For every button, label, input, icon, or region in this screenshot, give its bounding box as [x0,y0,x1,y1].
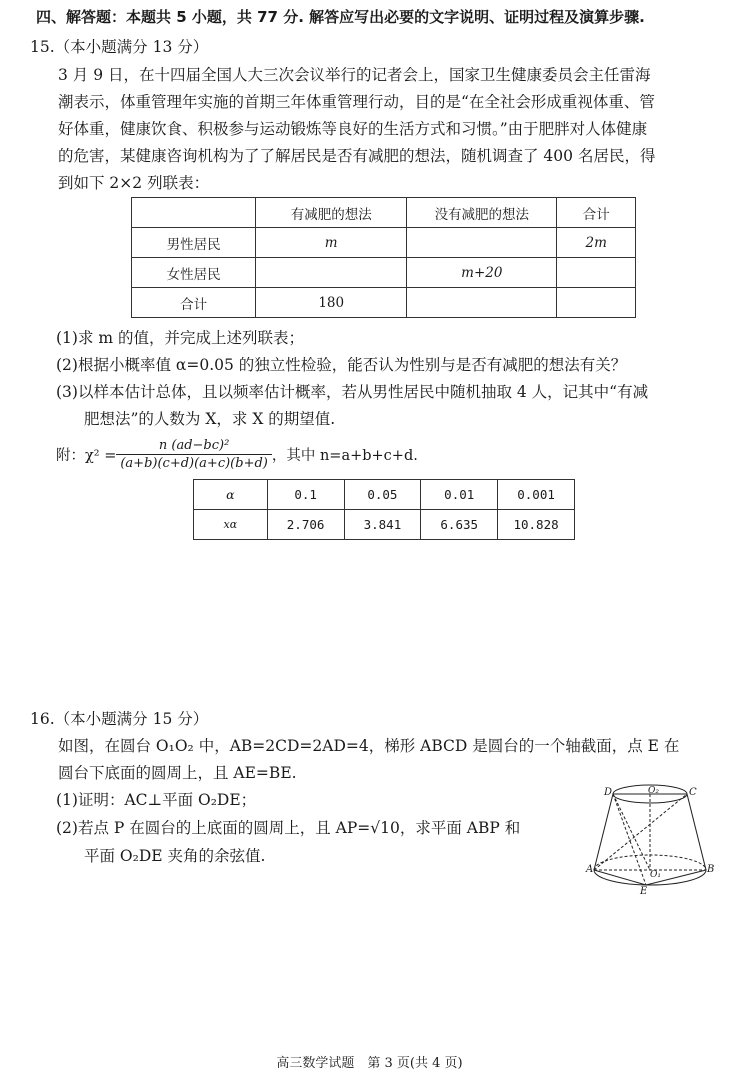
table-row [132,228,636,258]
table-cell: 合计 [132,288,256,318]
table-cell [557,258,636,288]
label-A: A [586,864,594,875]
formula-fraction [116,438,272,471]
table-header-cell: 没有减肥的想法 [407,198,557,228]
q15-line: 潮表示，体重管理年实施的首期三年体重管理行动，目的是“在全社会形成重视体重、管 [58,93,655,111]
table-cell: 男性居民 [132,228,256,258]
table-cell: xα [194,510,268,540]
table-header-cell: 有减肥的想法 [256,198,407,228]
q15-line: 的危害，某健康咨询机构为了了解居民是否有减肥的想法，随机调查了 400 名居民，得 [58,147,656,165]
table-cell [557,288,636,318]
table-cell: m [256,228,407,258]
q15-part-2: (2)根据小概率值 α=0.05 的独立性检验，能否认为性别与是否有减肥的想法有关？ [56,356,627,374]
table-header-cell: 合计 [557,198,636,228]
table-cell: 10.828 [498,510,575,540]
table-cell: 3.841 [344,510,421,540]
table-cell [407,288,557,318]
q15-part-1: (1)求 m 的值，并完成上述列联表； [56,329,305,347]
q16-line: 圆台下底面的圆周上，且 AE=BE. [58,764,297,782]
label-D: D [604,787,613,798]
label-O2: O₂ [648,786,659,796]
q16-part-1: (1)证明：AC⊥平面 O₂DE； [56,791,257,809]
formula-denominator: (a+b)(c+d)(a+c)(b+d) [120,455,268,471]
table-cell: 2m [557,228,636,258]
q16-part-2: (2)若点 P 在圆台的上底面的圆周上，且 AP=√10，求平面 ABP 和 [56,819,521,837]
table-cell [132,198,256,228]
table-cell: 0.1 [267,480,344,510]
q15-line: 到如下 2×2 列联表： [58,174,210,192]
table-cell: 0.05 [344,480,421,510]
frustum-figure [580,778,720,908]
label-B: B [707,864,715,875]
table-cell [256,258,407,288]
table-row [194,480,575,510]
formula-numerator: n (ad−bc)² [116,438,272,455]
table-cell: 2.706 [267,510,344,540]
q15-part-3-cont: 肥想法”的人数为 X，求 X 的期望值. [84,410,336,428]
table-row [194,510,575,540]
q15-header: 15.（本小题满分 13 分） [30,38,209,56]
table-cell: 0.01 [421,480,498,510]
table-cell: 女性居民 [132,258,256,288]
table-cell: α [194,480,268,510]
chi-square-formula [56,434,418,474]
formula-prefix: 附：χ² = [56,447,117,464]
table-cell: 6.635 [421,510,498,540]
table-cell [407,228,557,258]
q15-line: 好体重，健康饮食、积极参与运动锻炼等良好的生活方式和习惯。”由于肥胖对人体健康 [58,120,648,138]
page-footer: 高三数学试题 第 3 页(共 4 页) [276,1056,463,1071]
table-row [132,258,636,288]
q16-part-2-cont: 平面 O₂DE 夹角的余弦值. [84,847,266,865]
q16-header: 16.（本小题满分 15 分） [30,710,209,728]
q15-line: 3 月 9 日，在十四届全国人大三次会议举行的记者会上，国家卫生健康委员会主任雷海 [58,66,651,84]
table-cell: 0.001 [498,480,575,510]
formula-suffix: ，其中 n=a+b+c+d. [271,447,418,464]
contingency-table [131,197,636,318]
section-heading: 四、解答题：本题共 5 小题，共 77 分. 解答应写出必要的文字说明、证明过程及演算步骤. [36,8,645,26]
q15-part-3: (3)以样本估计总体，且以频率估计概率，若从男性居民中随机抽取 4 人，记其中“有减 [56,383,649,401]
critical-value-table [193,479,575,540]
table-cell: 180 [256,288,407,318]
table-row [132,288,636,318]
label-E: E [640,886,648,897]
table-cell: m+20 [407,258,557,288]
q16-line: 如图，在圆台 O₁O₂ 中，AB=2CD=2AD=4，梯形 ABCD 是圆台的一个轴截面，点 E 在 [58,737,680,755]
label-O1: O₁ [650,870,661,880]
label-C: C [689,787,697,798]
table-header-row [132,198,636,228]
